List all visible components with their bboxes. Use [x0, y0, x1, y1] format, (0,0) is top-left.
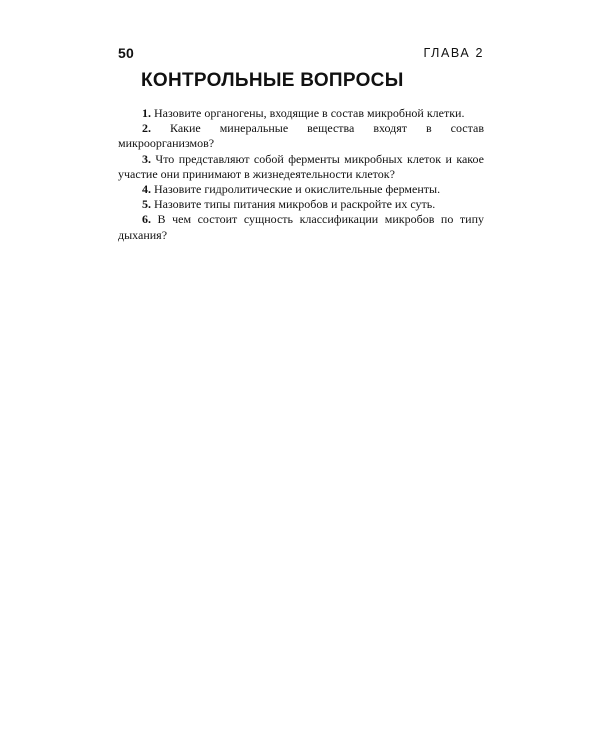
question-number: 2.	[142, 121, 151, 136]
question-item	[118, 152, 484, 182]
question-number: 4.	[142, 182, 151, 197]
page-header	[118, 44, 484, 64]
section-title: КОНТРОЛЬНЫЕ ВОПРОСЫ	[141, 70, 404, 91]
running-head: ГЛАВА 2	[423, 46, 484, 60]
question-text: Назовите гидролитические и окислительные ферменты.	[154, 182, 441, 197]
page-number: 50	[118, 45, 134, 61]
question-text: Что представляют собой ферменты микробных клеток и какое участие они принимают в жизнедеятельности клеток?	[118, 151, 485, 181]
question-number: 1.	[142, 106, 151, 120]
question-text: Какие минеральные вещества входят в состав микроорганизмов?	[118, 121, 485, 151]
questions-list	[118, 106, 484, 243]
question-item	[118, 182, 484, 197]
question-text: Назовите типы питания микробов и раскройте их суть.	[154, 197, 436, 212]
question-item	[118, 121, 484, 151]
question-item	[118, 197, 484, 212]
question-number: 6.	[142, 212, 151, 227]
question-text: В чем состоит сущность классификации микробов по типу дыхания?	[118, 212, 484, 242]
question-item	[118, 212, 484, 242]
question-number: 5.	[142, 197, 151, 212]
question-item	[118, 106, 484, 121]
question-number: 3.	[142, 151, 151, 166]
question-text: Назовите органогены, входящие в состав микробной клетки.	[154, 106, 465, 120]
